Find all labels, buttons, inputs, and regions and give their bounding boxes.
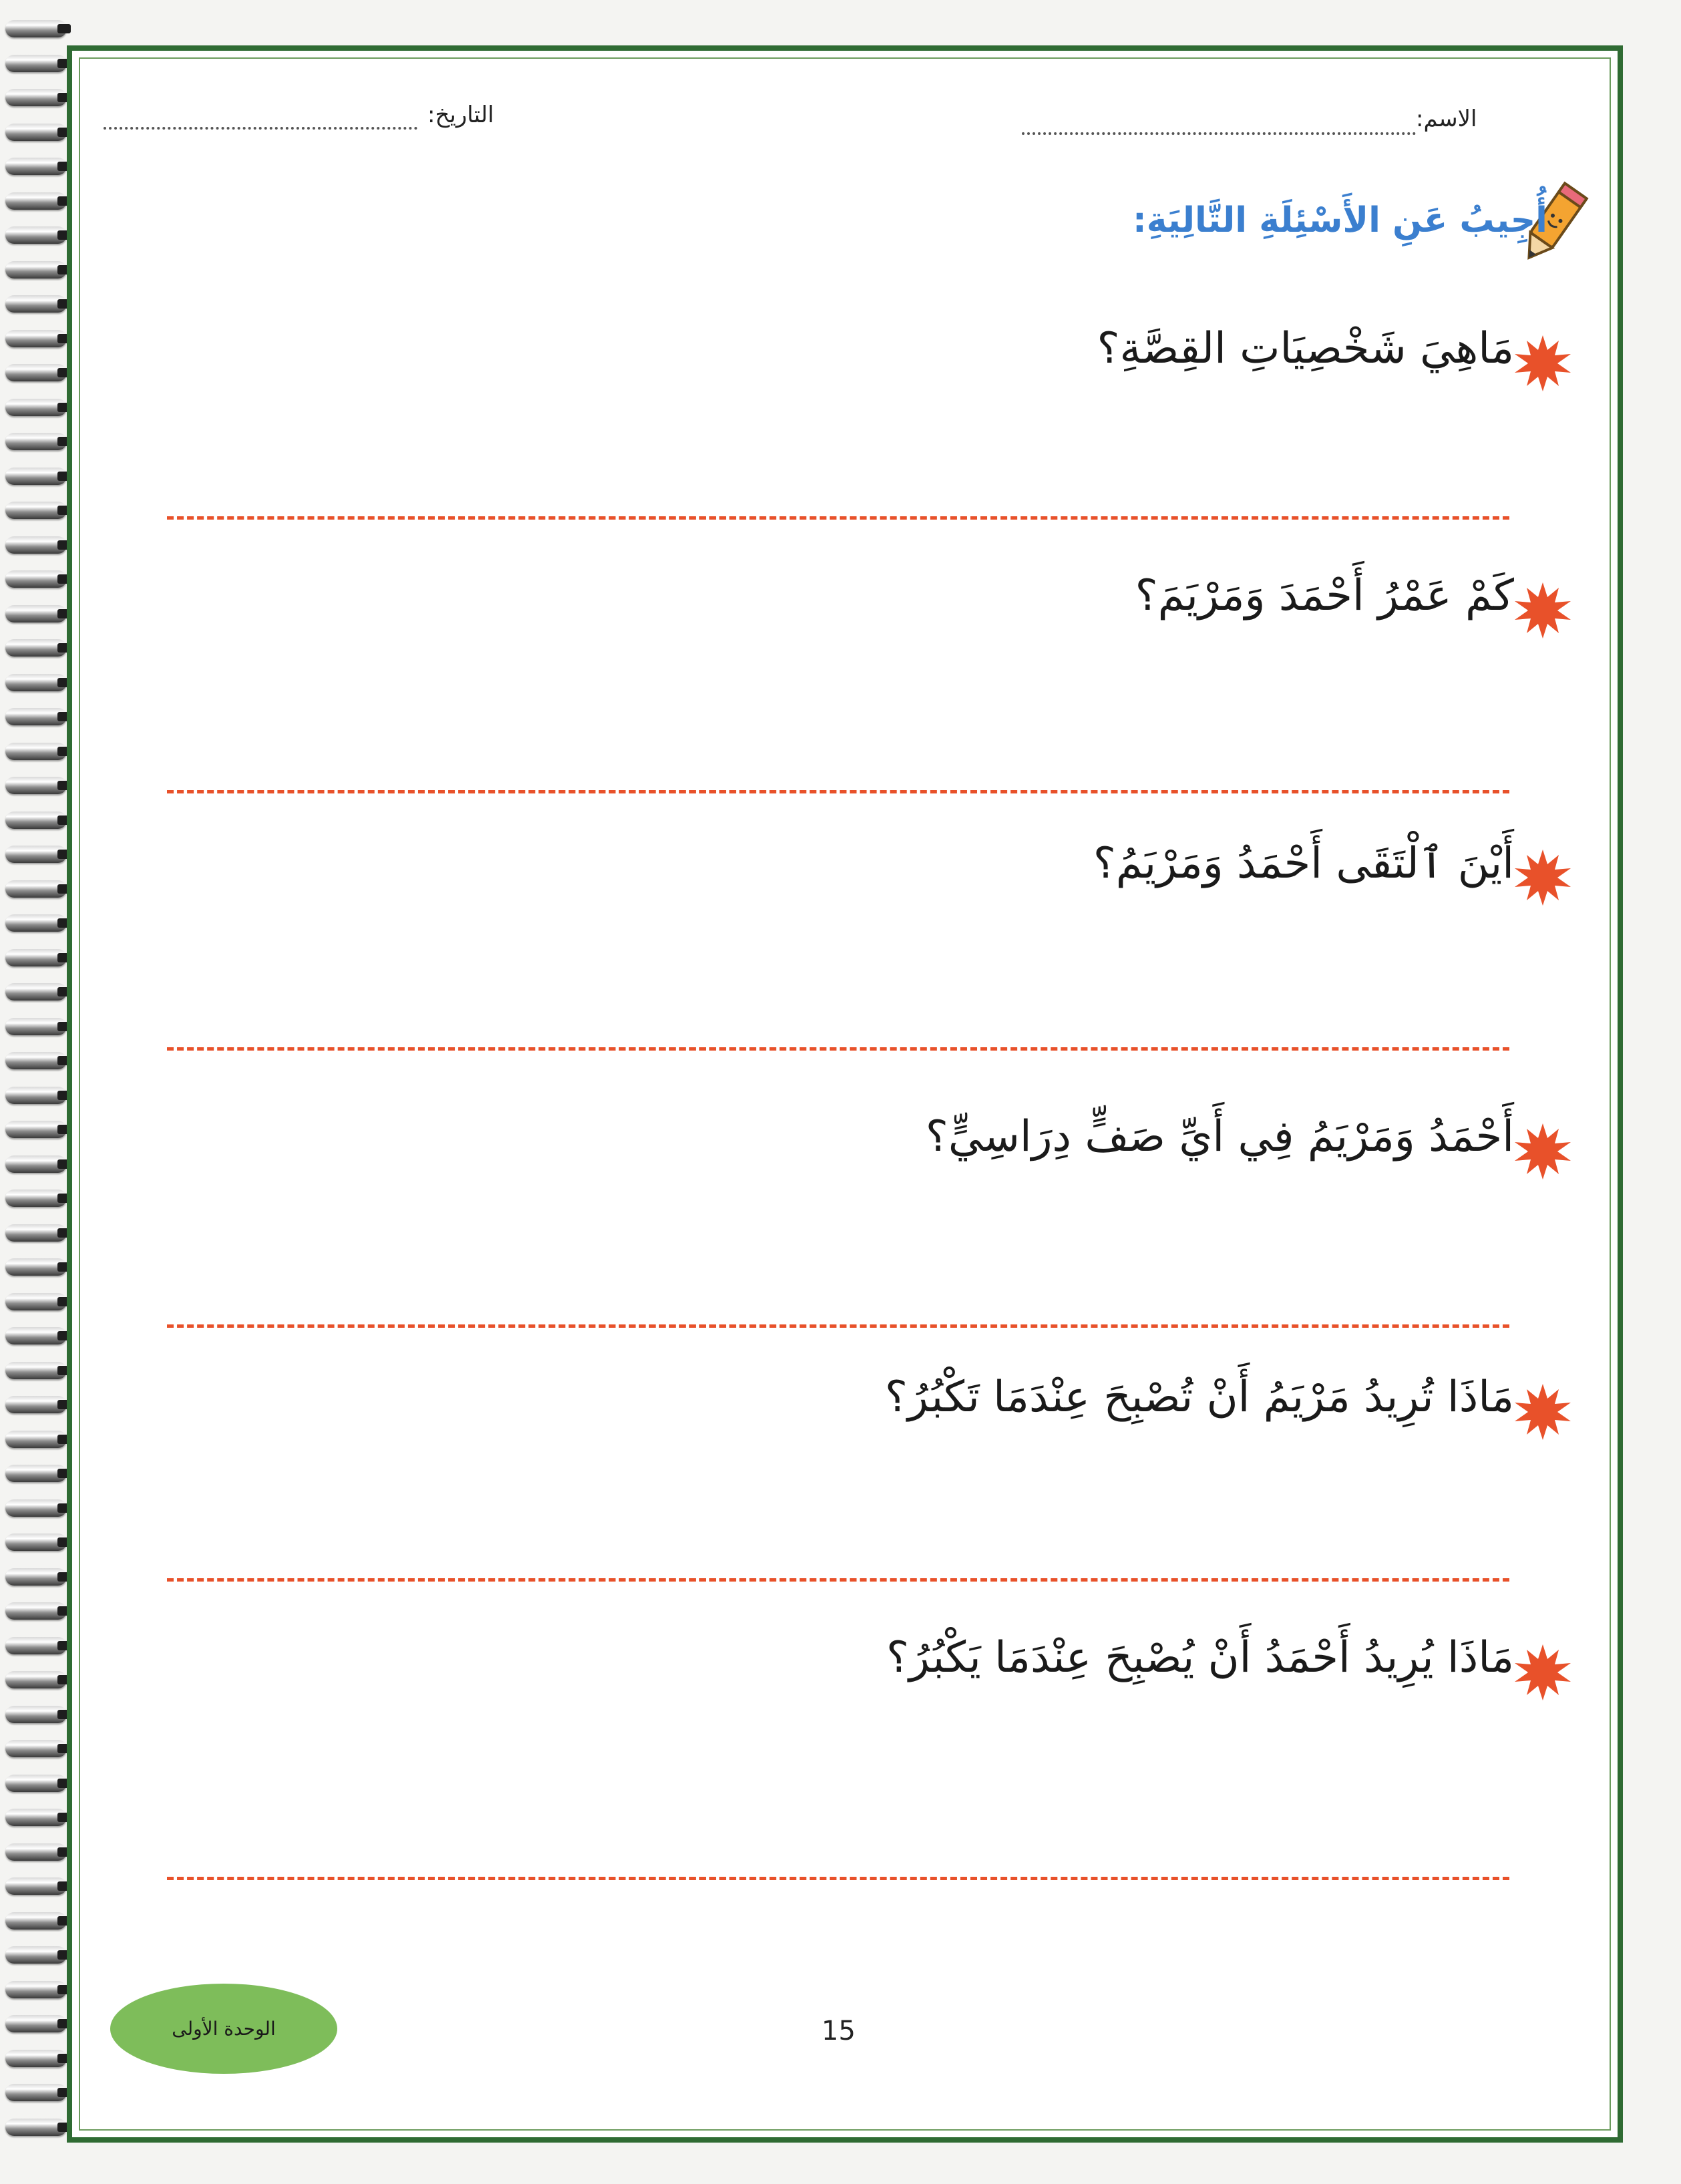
name-label: الاسم: — [1416, 106, 1477, 132]
star-bullet-icon — [1515, 1384, 1571, 1440]
unit-badge — [110, 1984, 337, 2074]
star-bullet-icon — [1515, 1644, 1571, 1700]
page-number: 15 — [821, 2016, 856, 2046]
binding-ring — [5, 330, 67, 347]
spiral-binding — [0, 20, 73, 2157]
answer-line-5[interactable] — [167, 1578, 1509, 1582]
binding-ring — [5, 1190, 67, 1207]
binding-ring — [5, 949, 67, 966]
binding-ring — [5, 1981, 67, 1998]
binding-ring — [5, 20, 67, 37]
binding-ring — [5, 1843, 67, 1861]
binding-ring — [5, 914, 67, 932]
binding-ring — [5, 1087, 67, 1104]
binding-ring — [5, 1465, 67, 1482]
binding-ring — [5, 1775, 67, 1792]
question-5: مَاذَا تُرِيدُ مَرْيَمُ أَنْ تُصْبِحَ عِنْدَمَا تَكْبُرُ؟ — [885, 1373, 1514, 1422]
binding-ring — [5, 364, 67, 381]
question-6: مَاذَا يُرِيدُ أَحْمَدُ أَنْ يُصْبِحَ عِنْدَمَا يَكْبُرُ؟ — [886, 1633, 1514, 1682]
binding-ring — [5, 1396, 67, 1413]
date-field[interactable] — [104, 127, 417, 130]
binding-ring — [5, 1671, 67, 1688]
binding-ring — [5, 295, 67, 313]
binding-ring — [5, 1912, 67, 1930]
binding-ring — [5, 1018, 67, 1035]
star-bullet-icon — [1515, 1123, 1571, 1179]
question-4: أَحْمَدُ وَمَرْيَمُ فِي أَيِّ صَفٍّ دِرَاسِيٍّ؟ — [925, 1112, 1514, 1161]
binding-ring — [5, 1740, 67, 1757]
binding-ring — [5, 880, 67, 898]
binding-ring — [5, 743, 67, 760]
star-bullet-icon — [1515, 582, 1571, 639]
binding-ring — [5, 502, 67, 519]
binding-ring — [5, 811, 67, 829]
binding-ring — [5, 433, 67, 450]
name-field[interactable] — [1022, 132, 1416, 135]
binding-ring — [5, 777, 67, 794]
binding-ring — [5, 1121, 67, 1138]
binding-ring — [5, 89, 67, 106]
binding-ring — [5, 226, 67, 244]
binding-ring — [5, 1533, 67, 1551]
binding-ring — [5, 1809, 67, 1826]
instruction-heading: أُجِيبُ عَنِ الأَسْئِلَةِ التَّالِيَةِ: — [1132, 200, 1547, 240]
binding-ring — [5, 1258, 67, 1276]
answer-line-4[interactable] — [167, 1324, 1509, 1328]
question-1: مَاهِيَ شَخْصِيَاتِ القِصَّةِ؟ — [1097, 324, 1514, 373]
binding-ring — [5, 605, 67, 622]
binding-ring — [5, 399, 67, 416]
unit-label: الوحدة الأولى — [172, 2018, 276, 2040]
binding-ring — [5, 192, 67, 210]
answer-line-2[interactable] — [167, 790, 1509, 793]
binding-ring — [5, 1155, 67, 1173]
answer-line-6[interactable] — [167, 1877, 1509, 1880]
binding-ring — [5, 1327, 67, 1344]
binding-ring — [5, 1499, 67, 1517]
binding-ring — [5, 708, 67, 725]
star-bullet-icon — [1515, 850, 1571, 906]
binding-ring — [5, 1568, 67, 1586]
binding-ring — [5, 846, 67, 863]
binding-ring — [5, 158, 67, 175]
binding-ring — [5, 536, 67, 554]
binding-ring — [5, 639, 67, 657]
binding-ring — [5, 468, 67, 485]
binding-ring — [5, 1637, 67, 1654]
binding-ring — [5, 1293, 67, 1310]
binding-ring — [5, 983, 67, 1000]
binding-ring — [5, 570, 67, 588]
binding-ring — [5, 55, 67, 72]
binding-ring — [5, 124, 67, 141]
binding-ring — [5, 1877, 67, 1895]
binding-ring — [5, 674, 67, 691]
binding-ring — [5, 1052, 67, 1069]
binding-ring — [5, 1602, 67, 1620]
question-3: أَيْنَ ٱلْتَقَى أَحْمَدُ وَمَرْيَمُ؟ — [1093, 839, 1514, 888]
star-bullet-icon — [1515, 335, 1571, 391]
binding-ring — [5, 1706, 67, 1723]
answer-line-1[interactable] — [167, 516, 1509, 520]
binding-ring — [5, 2084, 67, 2101]
answer-line-3[interactable] — [167, 1047, 1509, 1051]
binding-ring — [5, 1362, 67, 1379]
question-2: كَمْ عَمْرُ أَحْمَدَ وَمَرْيَمَ؟ — [1135, 571, 1514, 620]
binding-ring — [5, 2050, 67, 2067]
binding-ring — [5, 1224, 67, 1242]
binding-ring — [5, 261, 67, 279]
binding-ring — [5, 2119, 67, 2136]
binding-ring — [5, 1431, 67, 1448]
binding-ring — [5, 2015, 67, 2032]
binding-ring — [5, 1946, 67, 1964]
date-label: التاريخ: — [427, 102, 494, 128]
